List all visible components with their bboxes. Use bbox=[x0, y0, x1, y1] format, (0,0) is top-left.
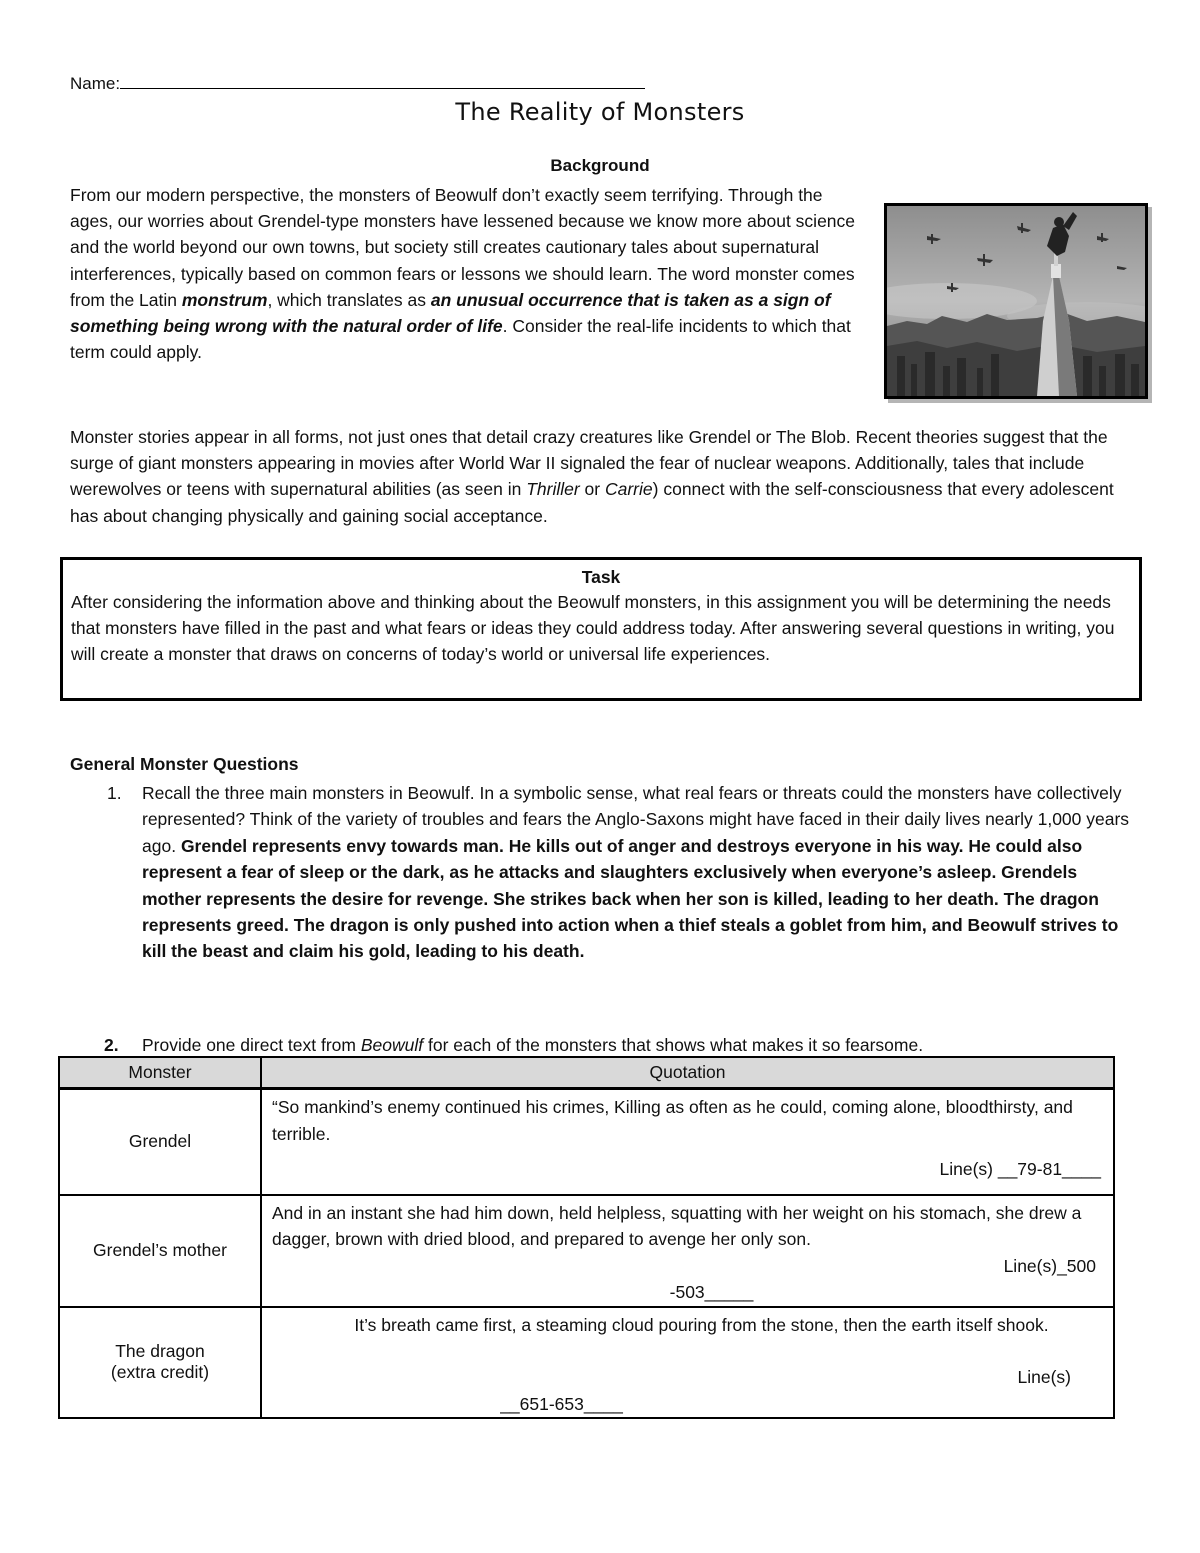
line-numbers: Line(s) __79-81____ bbox=[939, 1159, 1101, 1179]
page-title: The Reality of Monsters bbox=[455, 98, 745, 126]
q2-text-a: Provide one direct text from bbox=[142, 1035, 361, 1055]
bg-p2-film-thriller: Thriller bbox=[526, 479, 580, 500]
table-row bbox=[59, 1089, 1114, 1195]
bg-p1-definition: an unusual occurrence that is taken as a sign of something being wrong with the natural order of life bbox=[70, 289, 831, 337]
q2-text-b: for each of the monsters that shows what makes it so fearsome. bbox=[423, 1035, 924, 1055]
king-kong-empire-state-photo bbox=[884, 203, 1148, 399]
col-header-quotation: Quotation bbox=[261, 1057, 1114, 1089]
quotation-text: “So mankind’s enemy continued his crimes, Killing as often as he could, coming alone, bloodthirsty, and terrible. bbox=[272, 1097, 1073, 1144]
photo-illustration bbox=[887, 206, 1145, 396]
background-paragraph-2 bbox=[70, 424, 1140, 529]
monster-cell bbox=[59, 1089, 261, 1195]
question-1 bbox=[142, 780, 1132, 965]
monster-cell bbox=[59, 1307, 261, 1419]
line-numbers: Line(s) bbox=[1017, 1367, 1071, 1387]
bg-p1-text-a: From our modern perspective, the monsters of Beowulf don’t exactly seem terrifying. Through the ages, our worries about Grendel-type monsters have lessened because we know more about science and the world beyond our own towns, but society still creates cautionary tales about supernatural interferences, typically based on common fears or lessons we should learn. The word monster comes from the Latin bbox=[70, 185, 856, 310]
general-questions-heading: General Monster Questions bbox=[70, 754, 299, 774]
bg-p1-text-b: , which translates as bbox=[267, 289, 431, 310]
quotation-cell[interactable] bbox=[261, 1089, 1114, 1195]
task-heading: Task bbox=[581, 567, 621, 587]
table-row bbox=[59, 1307, 1114, 1419]
name-label: Name: bbox=[70, 74, 121, 93]
quotation-text: It’s breath came first, a steaming cloud pouring from the stone, then the earth itself shook. bbox=[354, 1314, 1049, 1335]
line-numbers: Line(s)_500 bbox=[1003, 1255, 1096, 1276]
monster-cell bbox=[59, 1195, 261, 1307]
background-paragraph-1 bbox=[70, 182, 855, 365]
monster-name: The dragon bbox=[115, 1341, 205, 1362]
bg-p1-text-c: . Consider the real-life incidents to which that term could apply. bbox=[70, 316, 851, 363]
question-2-number: 2. bbox=[104, 1035, 119, 1055]
question-1-answer[interactable]: Grendel represents envy towards man. He kills out of anger and destroys everyone in his way. He could also represent a fear of sleep or the dark, as he attacks and slaughters exclusively when everyone’s asleep. Grendels mother represents the desire for revenge. She strikes back when her son is killed, leading to her death. The dragon represents greed. The dragon is only pushed into action when a thief steals a goblet from him, and Beowulf strives to kill the beast and claim his gold, leading to his death. bbox=[142, 835, 1119, 962]
q2-work-title: Beowulf bbox=[360, 1035, 424, 1055]
quotation-text: And in an instant she had him down, held helpless, squatting with her weight on his stomach, she drew a dagger, brown with dried blood, and prepared to avenge her only son. bbox=[272, 1202, 1082, 1249]
quotation-cell[interactable] bbox=[261, 1307, 1114, 1419]
bg-p2-film-carrie: Carrie bbox=[604, 479, 653, 500]
bg-p2-text-a: Monster stories appear in all forms, not just ones that detail crazy creatures like Grendel or The Blob. Recent theories suggest that the surge of giant monsters appearing in movies after World War II signaled the fear of nuclear weapons. Additionally, tales that include werewolves or teens with supernatural abilities (as seen in bbox=[70, 427, 1108, 500]
bg-p1-latin-word: monstrum bbox=[181, 289, 268, 310]
bg-p2-text-b: ) connect with the self-consciousness that every adolescent has about changing physically and gaining social acceptance. bbox=[70, 479, 1114, 526]
table-header-row bbox=[59, 1057, 1114, 1089]
quotations-table bbox=[58, 1056, 1115, 1419]
monster-name: Grendel’s mother bbox=[93, 1240, 227, 1260]
monster-name: Grendel bbox=[128, 1131, 192, 1152]
name-blank-line[interactable] bbox=[120, 72, 645, 89]
col-header-monster: Monster bbox=[59, 1057, 261, 1089]
table-row bbox=[59, 1195, 1114, 1307]
monster-note: (extra credit) bbox=[110, 1362, 210, 1383]
question-2-prompt bbox=[142, 1032, 1132, 1058]
task-box bbox=[60, 557, 1142, 701]
bg-p2-or: or bbox=[579, 479, 605, 500]
line-numbers-continued: -503_____ bbox=[669, 1282, 754, 1302]
name-field-row bbox=[70, 72, 645, 94]
line-numbers-continued: __651-653____ bbox=[500, 1393, 623, 1414]
background-heading: Background bbox=[550, 156, 650, 175]
task-text: After considering the information above and thinking about the Beowulf monsters, in this assignment you will be determining the needs that monsters have filled in the past and what fears or ideas they could address today. After answering several questions in writing, you will create a monster that draws on concerns of today’s world or universal life experiences. bbox=[71, 592, 1115, 664]
quotation-cell[interactable] bbox=[261, 1195, 1114, 1307]
question-1-prompt: Recall the three main monsters in Beowulf. In a symbolic sense, what real fears or threats could the monsters have collectively represented? Think of the variety of troubles and fears the Anglo-Saxons might have faced in their daily lives nearly 1,000 years ago. bbox=[142, 783, 1130, 856]
question-1-number: 1. bbox=[107, 783, 122, 803]
